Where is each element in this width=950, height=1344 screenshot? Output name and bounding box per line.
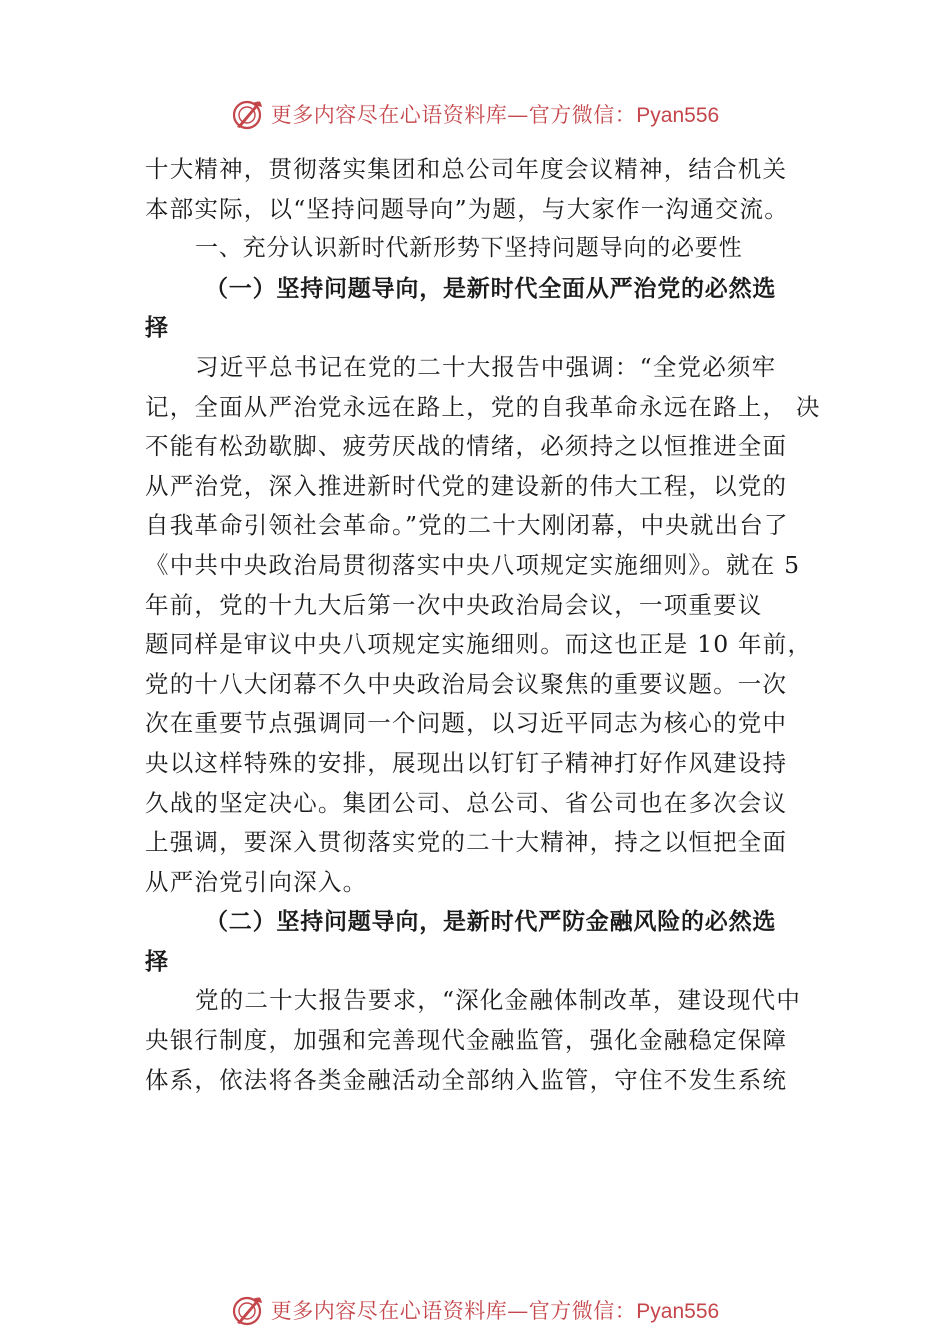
paragraph-line: 体系，依法将各类金融活动全部纳入监管，守住不发生系统 [145, 1065, 788, 1094]
intro-line: 本部实际，以“坚持问题导向”为题，与大家作一沟通交流。 [145, 194, 789, 223]
paragraph-line: 自我革命引领社会革命。”党的二十大刚闭幕，中央就出台了 [145, 511, 789, 540]
watermark-label: 官方微信： [528, 1299, 637, 1323]
paragraph-line: 年前，党的十九大后第一次中央政治局会议，一项重要议 [145, 590, 763, 619]
document-body [145, 150, 821, 1100]
watermark-handle: Pyan556 [636, 104, 720, 127]
watermark-text [271, 99, 719, 129]
watermark-separator: — [507, 103, 529, 127]
header-watermark-banner [0, 92, 950, 136]
paragraph-line: 久战的坚定决心。集团公司、总公司、省公司也在多次会议 [145, 788, 788, 817]
paragraph-line: 党的二十大报告要求，“深化金融体制改革，建设现代中 [195, 986, 802, 1015]
section-1-title: 一、充分认识新时代新形势下坚持问题导向的必要性 [195, 235, 743, 262]
paragraph-line: 上强调，要深入贯彻落实党的二十大精神，持之以恒把全面 [145, 828, 788, 857]
paragraph-line: 从严治党，深入推进新时代党的建设新的伟大工程，以党的 [145, 471, 788, 500]
paragraph-line: 记，全面从严治党永远在路上，党的自我革命永远在路上， 决 [145, 392, 821, 421]
subsection-1-title: （一）坚持问题导向，是新时代全面从严治党的必然选 [205, 274, 777, 302]
subsection-1-title-tail: 择 [145, 314, 170, 342]
watermark-separator: — [507, 1299, 529, 1323]
watermark-text [271, 1295, 719, 1325]
quill-logo-icon [231, 97, 265, 131]
footer-watermark-banner [0, 1288, 950, 1332]
subsection-2-title-tail: 择 [145, 947, 170, 975]
paragraph-line: 习近平总书记在党的二十大报告中强调：“全党必须牢 [195, 352, 777, 381]
paragraph-line: 次在重要节点强调同一个问题，以习近平同志为核心的党中 [145, 709, 788, 738]
paragraph-line: 央银行制度，加强和完善现代金融监管，强化金融稳定保障 [145, 1026, 788, 1055]
paragraph-line: 《中共中央政治局贯彻落实中央八项规定实施细则》。就在 5 [145, 550, 801, 579]
paragraph-line: 不能有松劲歇脚、疲劳厌战的情绪，必须持之以恒推进全面 [145, 432, 788, 461]
paragraph-line: 党的十八大闭幕不久中央政治局会议聚焦的重要议题。一次 [145, 669, 788, 698]
watermark-label: 官方微信： [528, 103, 637, 127]
paragraph-line: 题同样是审议中央八项规定实施细则。而这也正是 10 年前， [145, 630, 813, 659]
paragraph-line: 从严治党引向深入。 [145, 867, 368, 896]
quill-logo-icon [231, 1293, 265, 1327]
intro-line: 十大精神，贯彻落实集团和总公司年度会议精神，结合机关 [145, 155, 788, 183]
subsection-2-title: （二）坚持问题导向，是新时代严防金融风险的必然选 [205, 908, 777, 936]
watermark-main: 更多内容尽在心语资料库 [270, 103, 508, 127]
paragraph-line: 央以这样特殊的安排，展现出以钉钉子精神打好作风建设持 [145, 748, 788, 777]
watermark-main: 更多内容尽在心语资料库 [270, 1299, 508, 1323]
watermark-handle: Pyan556 [636, 1300, 720, 1323]
